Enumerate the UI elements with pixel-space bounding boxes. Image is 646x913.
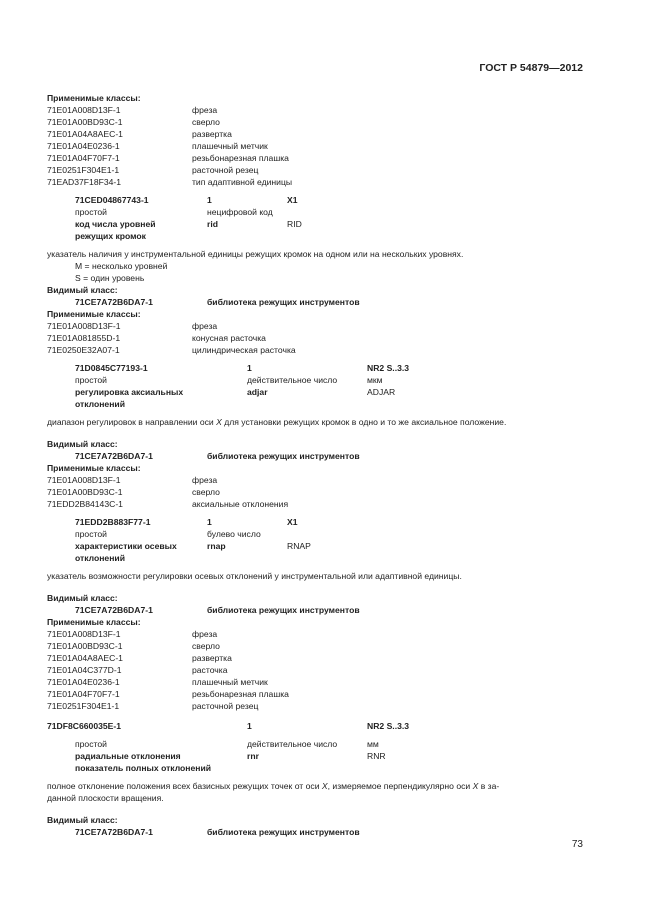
class-code: 71E01A00BD93C-1	[47, 117, 123, 127]
applicable-classes-heading: Применимые классы:	[47, 617, 141, 627]
applicable-classes-heading: Применимые классы:	[47, 309, 141, 319]
property-name-row: код числа уровней rid RID	[75, 219, 302, 229]
property-type-row: простой нецифровой код	[75, 207, 273, 217]
class-code: 71E0251F304E1-1	[47, 165, 120, 175]
property-block-rnap	[75, 516, 583, 564]
property-description: указатель возможности регулировки осевых отклонений у инструментальной или адаптивной единицы.	[47, 571, 462, 581]
property-name-cont: показатель полных отклонений	[75, 763, 212, 773]
list-item: 71E01A00BD93C-1 сверло	[47, 487, 220, 497]
list-item: 71E01A00BD93C-1 сверло	[47, 641, 220, 651]
list-item: 71E01A008D13F-1 фреза	[47, 475, 218, 485]
property-name-row: характеристики осевых rnap RNAP	[75, 541, 311, 551]
property-description: диапазон регулировок в направлении оси X для установки режущих кромок в одно и то же аксиальное положение.	[47, 417, 507, 427]
property-name-cont: отклонений	[75, 553, 125, 563]
property-name-cont: отклонений	[75, 399, 125, 409]
property-code-row: 71D0845C77193-1 1 NR2 S..3.3	[75, 363, 410, 373]
list-item: 71E01A04F70F7-1 резьбонарезная плашка	[47, 689, 289, 699]
property-description: указатель наличия у инструментальной единицы режущих кромок на одном или на нескольких уровнях.	[47, 249, 464, 259]
property-type-row: простой действительное число мм	[75, 739, 379, 749]
visible-class-row: 71CE7A72B6DA7-1 библиотека режущих инструментов	[75, 451, 360, 461]
property-block-rid	[75, 194, 583, 242]
class-code: 71E01A04A8AEC-1	[47, 129, 123, 139]
class-name: развертка	[192, 129, 232, 139]
visible-class-heading: Видимый класс:	[47, 439, 118, 449]
list-item	[47, 176, 583, 188]
list-item: 71E01A04E0236-1 плашечный метчик	[47, 677, 268, 687]
class-name: резьбонарезная плашка	[192, 153, 289, 163]
visible-class-row: 71CE7A72B6DA7-1 библиотека режущих инструментов	[75, 827, 360, 837]
list-item	[47, 140, 583, 152]
list-item: 71E01A008D13F-1 фреза	[47, 629, 218, 639]
property-description-cont: данной плоскости вращения.	[47, 793, 164, 803]
list-item: 71E01A04A8AEC-1 развертка	[47, 653, 232, 663]
applicable-classes-heading: Применимые классы:	[47, 93, 141, 103]
class-code: 71E01A008D13F-1	[47, 105, 121, 115]
list-item	[47, 116, 583, 128]
property-type-row: простой булево число	[75, 529, 261, 539]
list-item: 71EDD2B84143C-1 аксиальные отклонения	[47, 499, 289, 509]
class-name: фреза	[192, 105, 218, 115]
visible-class-heading: Видимый класс:	[47, 285, 118, 295]
visible-class-row: 71CE7A72B6DA7-1 библиотека режущих инструментов	[75, 297, 360, 307]
applicable-classes-list	[47, 104, 583, 188]
list-item: 71E0250E32A07-1 цилиндрическая расточка	[47, 345, 296, 355]
list-item: 71E01A008D13F-1 фреза	[47, 321, 218, 331]
class-name: тип адаптивной единицы	[192, 177, 293, 187]
class-code: 71EAD37F18F34-1	[47, 177, 122, 187]
list-item: 71E01A081855D-1 конусная расточка	[47, 333, 266, 343]
class-name: сверло	[192, 117, 220, 127]
class-name: плашечный метчик	[192, 141, 268, 151]
option-item: M = несколько уровней	[75, 261, 168, 271]
property-code-row: 71EDD2B883F77-1 1 X1	[75, 517, 298, 527]
list-item	[47, 152, 583, 164]
property-code-row: 71DF8C660035E-1 1 NR2 S..3.3	[47, 721, 410, 731]
page-content	[47, 92, 583, 838]
property-type-row: простой действительное число мкм	[75, 375, 383, 385]
property-code-row: 71CED04867743-1 1 X1	[75, 195, 298, 205]
property-block-adjar	[75, 362, 583, 410]
visible-class-row: 71CE7A72B6DA7-1 библиотека режущих инструментов	[75, 605, 360, 615]
applicable-classes-heading: Применимые классы:	[47, 463, 141, 473]
list-item	[47, 128, 583, 140]
visible-class-heading: Видимый класс:	[47, 815, 118, 825]
list-item	[47, 164, 583, 176]
class-name: расточной резец	[192, 165, 259, 175]
property-description: полное отклонение положения всех базисных режущих точек от оси X, измеряемое перпендикулярно оси X в за-	[47, 781, 500, 791]
property-block-rnr	[75, 738, 583, 774]
list-item	[47, 104, 583, 116]
list-item: 71E01A04C377D-1 расточка	[47, 665, 228, 675]
standard-title: ГОСТ Р 54879—2012	[479, 62, 583, 74]
property-name-row: радиальные отклонения rnr RNR	[75, 751, 386, 761]
property-name-cont: режущих кромок	[75, 231, 146, 241]
property-name-row: регулировка аксиальных adjar ADJAR	[75, 387, 396, 397]
list-item: 71E0251F304E1-1 расточной резец	[47, 701, 259, 711]
option-item: S = один уровень	[75, 273, 145, 283]
page-number: 73	[571, 839, 583, 850]
visible-class-heading: Видимый класс:	[47, 593, 118, 603]
class-code: 71E01A04E0236-1	[47, 141, 120, 151]
class-code: 71E01A04F70F7-1	[47, 153, 120, 163]
